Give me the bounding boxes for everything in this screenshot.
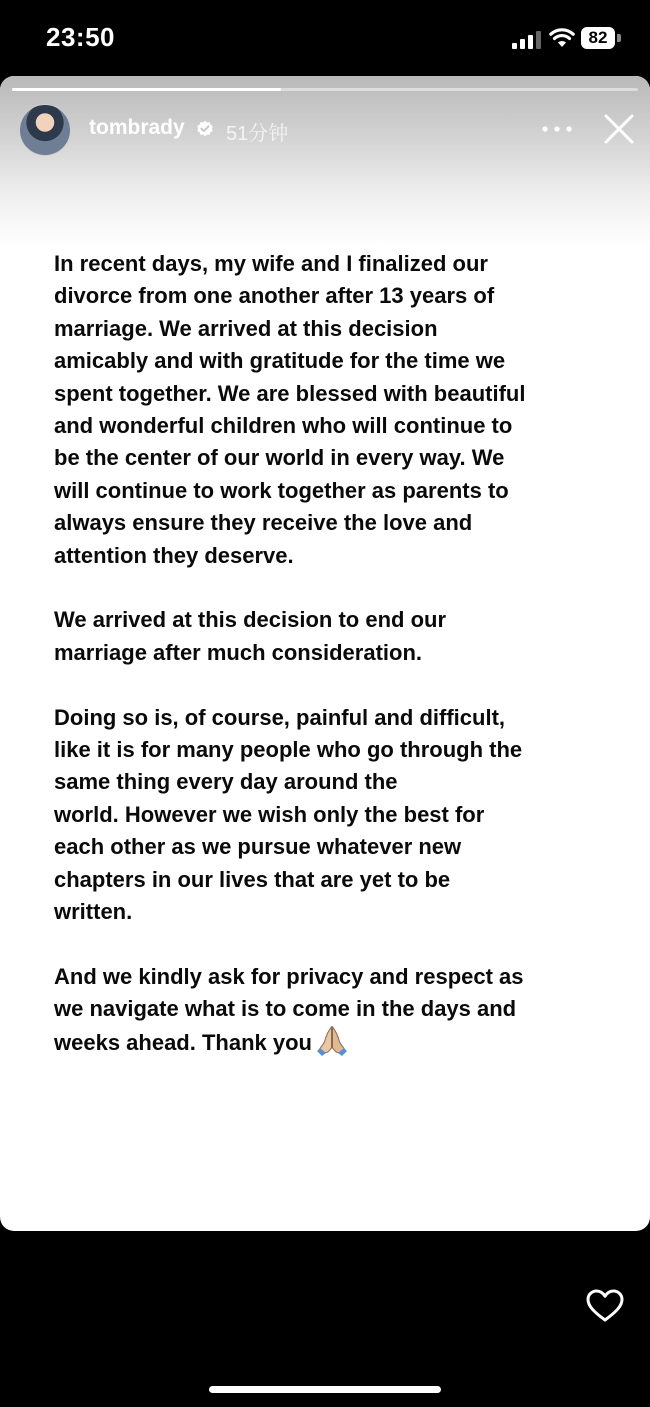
story-text xyxy=(54,248,614,1092)
close-icon[interactable] xyxy=(604,114,634,144)
story-paragraph-4 xyxy=(54,961,614,1059)
story-timestamp: 51分钟 xyxy=(226,123,289,145)
story-paragraph-3: Doing so is, of course, painful and difficult, like it is for many people who go through the same thing every day around the world. However we wish only the best for each other as we pursue whatever new chapters in our lives that are yet to be written. xyxy=(54,704,523,925)
username[interactable]: tombrady xyxy=(89,116,185,139)
battery-icon xyxy=(581,27,623,51)
more-icon[interactable] xyxy=(542,126,572,132)
signal-icon xyxy=(512,31,542,49)
battery-tip xyxy=(617,34,621,42)
status-bar xyxy=(0,0,650,76)
story-header-gradient xyxy=(0,76,650,246)
story-paragraph-4-text: And we kindly ask for privacy and respect as we navigate what is to come in the days and weeks ahead. Thank you xyxy=(54,963,524,1055)
story-card[interactable] xyxy=(0,76,650,1231)
praying-hands-icon xyxy=(316,1026,348,1056)
story-paragraph-2: We arrived at this decision to end our marriage after much consideration. xyxy=(54,607,447,665)
story-paragraph-1: In recent days, my wife and I finalized our divorce from one another after 13 years of marriage. We arrived at this decision amicably and with gratitude for the time we spent together. We are blessed with beautiful and wonderful children who will continue to be the center of our world in every way. We will continue to work together as parents to always ensure they receive the love and attention they deserve. xyxy=(54,251,526,568)
home-indicator[interactable] xyxy=(209,1386,441,1393)
story-progress-bar xyxy=(12,88,638,91)
battery-level: 82 xyxy=(581,27,615,49)
story-progress-fill xyxy=(12,88,281,91)
avatar[interactable] xyxy=(19,104,71,156)
status-time: 23:50 xyxy=(46,22,115,52)
verified-badge-icon xyxy=(196,120,214,138)
wifi-icon xyxy=(549,27,575,49)
heart-icon[interactable] xyxy=(586,1289,624,1323)
